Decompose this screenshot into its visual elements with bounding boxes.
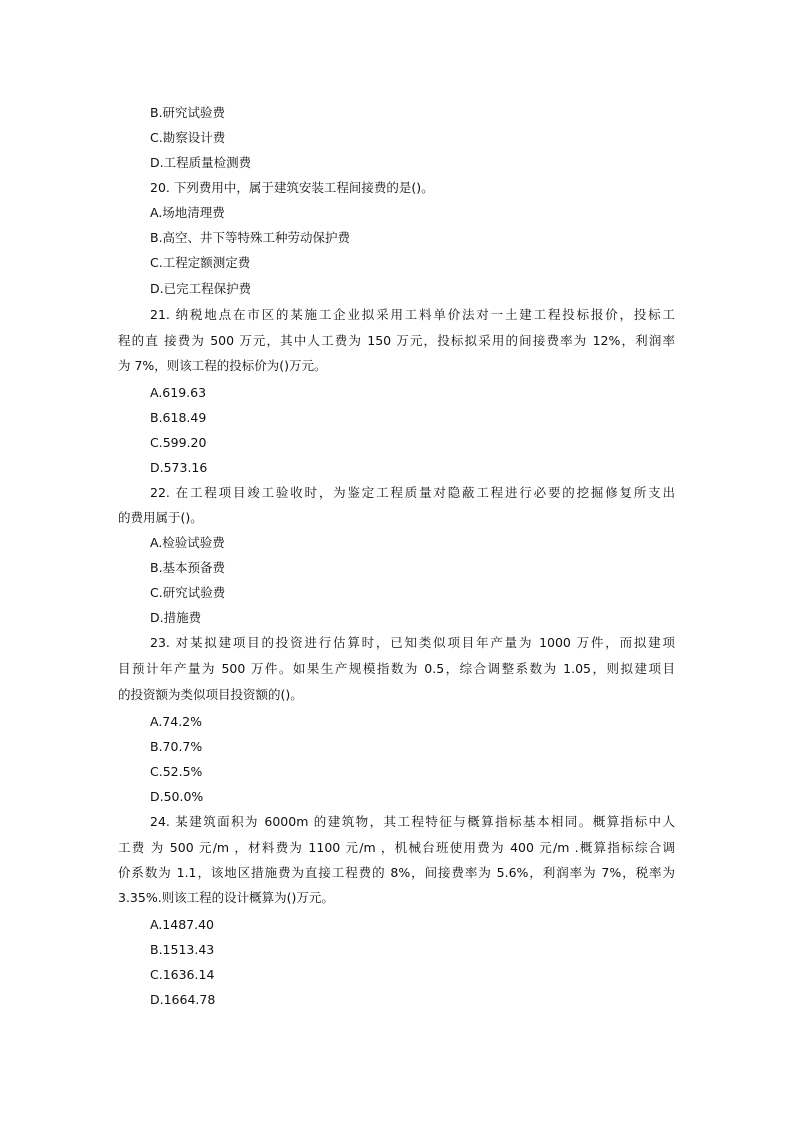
text-line: A.检验试验费 (150, 535, 225, 550)
text-line: C.52.5% (150, 764, 203, 779)
question-text-line: 目预计年产量为 500 万件。如果生产规模指数为 0.5，综合调整系数为 1.05，则拟建项目 (118, 661, 675, 676)
question-text-line: 22. 在工程项目竣工验收时，为鉴定工程质量对隐蔽工程进行必要的挖掘修复所支出 (150, 485, 675, 500)
question-text-line: 为 7%，则该工程的投标价为()万元。 (118, 358, 327, 373)
text-line: 20. 下列费用中，属于建筑安装工程间接费的是()。 (150, 180, 434, 195)
text-line: B.研究试验费 (150, 105, 226, 120)
text-line: D.已完工程保护费 (150, 281, 252, 296)
text-line: D.1664.78 (150, 992, 216, 1007)
question-text-line: 的费用属于()。 (118, 510, 203, 525)
question-text-line: 价系数为 1.1，该地区措施费为直接工程费的 8%，间接费率为 5.6%，利润率为 7%，税率为 (118, 865, 675, 880)
question-text-line: 的投资额为类似项目投资额的()。 (118, 687, 303, 702)
text-line: C.工程定额测定费 (150, 255, 251, 270)
text-line: D.工程质量检测费 (150, 155, 252, 170)
question-text-line: 工费 为 500 元/m ，材料费为 1100 元/m ，机械台班使用费为 400 元/m .概算指标综合调 (118, 840, 675, 855)
text-line: A.74.2% (150, 714, 203, 729)
text-line: A.场地清理费 (150, 205, 225, 220)
text-line: C.599.20 (150, 435, 207, 450)
question-text-line: 24. 某建筑面积为 6000m 的建筑物，其工程特征与概算指标基本相同。概算指标中人 (150, 814, 675, 829)
text-line: B.70.7% (150, 739, 203, 754)
text-line: B.基本预备费 (150, 560, 226, 575)
question-text-line: 3.35%.则该工程的设计概算为()万元。 (118, 890, 334, 905)
text-line: A.619.63 (150, 385, 207, 400)
text-line: D.50.0% (150, 789, 204, 804)
text-line: D.573.16 (150, 460, 208, 475)
text-line: C.1636.14 (150, 967, 215, 982)
text-line: C.研究试验费 (150, 585, 226, 600)
text-line: C.勘察设计费 (150, 130, 226, 145)
text-line: B.1513.43 (150, 942, 215, 957)
text-line: B.高空、井下等特殊工种劳动保护费 (150, 230, 351, 245)
text-line: D.措施费 (150, 610, 202, 625)
question-text-line: 程的直 接费为 500 万元，其中人工费为 150 万元，投标拟采用的间接费率为 12%，利润率 (118, 333, 675, 348)
question-text-line: 21. 纳税地点在市区的某施工企业拟采用工料单价法对一土建工程投标报价，投标工 (150, 307, 675, 322)
question-text-line: 23. 对某拟建项目的投资进行估算时，已知类似项目年产量为 1000 万件，而拟建项 (150, 635, 675, 650)
text-line: B.618.49 (150, 410, 207, 425)
text-line: A.1487.40 (150, 917, 214, 932)
